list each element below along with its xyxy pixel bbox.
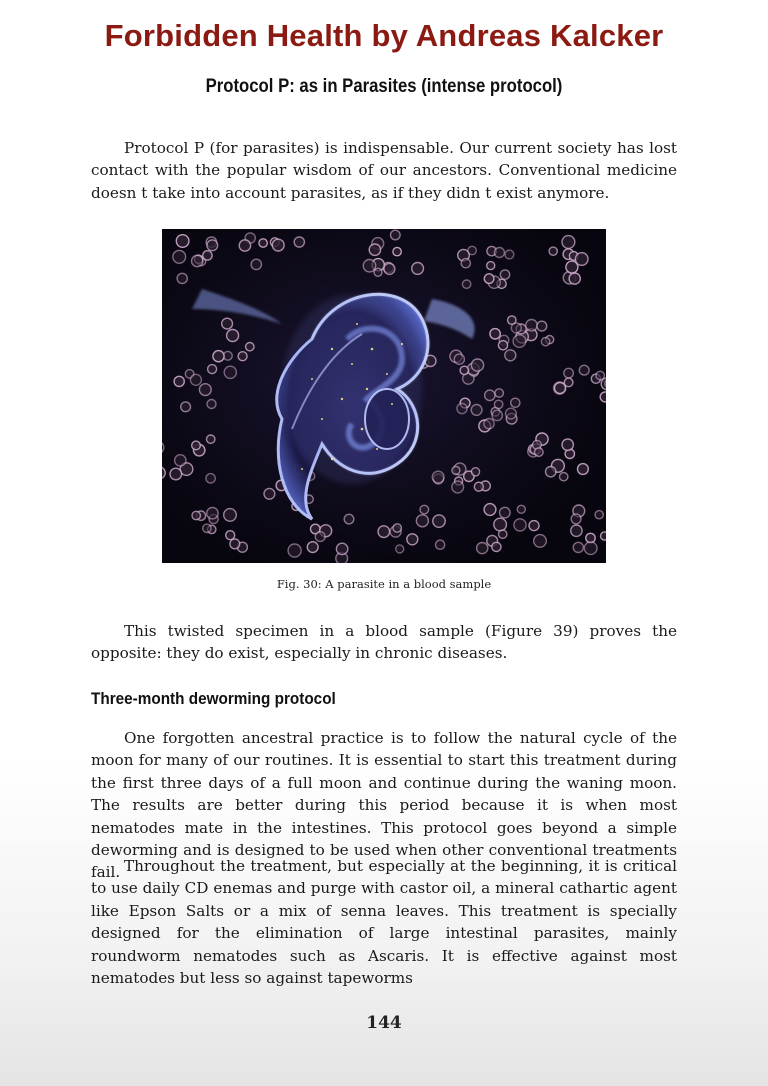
blood-cell: [315, 532, 325, 542]
blood-cell: [495, 389, 503, 397]
intro-paragraph: Protocol P (for parasites) is indispensable. Our current society has lost contact with the popular wisdom of our ancestors. Conventional medicine doesn t take into account parasites, as if they didn t exist anymore.: [91, 139, 677, 202]
blood-cell: [391, 230, 401, 240]
blood-cell: [294, 237, 304, 247]
blood-cell: [555, 383, 566, 394]
blood-cell: [203, 524, 211, 532]
blood-cell: [517, 505, 525, 513]
blood-cell: [494, 248, 504, 258]
blood-cell: [384, 263, 395, 274]
blood-cell: [571, 525, 582, 536]
blood-cell: [432, 471, 444, 483]
blood-cell: [566, 261, 578, 273]
blood-cell: [452, 466, 460, 474]
section-heading: Three-month deworming protocol: [91, 689, 336, 708]
book-title: Forbidden Health by Andreas Kalcker: [104, 18, 664, 53]
blood-cell: [416, 515, 428, 527]
blood-cell: [207, 435, 215, 443]
parasite-blood-sample-image: [162, 229, 606, 563]
blood-cell: [363, 260, 375, 272]
blood-cell: [393, 524, 401, 532]
blood-cell: [420, 505, 429, 514]
blood-cell: [541, 338, 549, 346]
blood-cell: [484, 504, 496, 516]
blood-cell: [494, 518, 507, 531]
blood-cell: [471, 359, 483, 371]
blood-cell: [170, 468, 182, 480]
blood-cell: [468, 246, 476, 254]
blood-cell: [454, 354, 464, 364]
blood-cell: [174, 376, 184, 386]
blood-cell: [177, 273, 187, 283]
blood-cell: [511, 323, 521, 333]
blood-cell: [487, 262, 495, 270]
blood-cell: [564, 368, 574, 378]
blood-cell: [230, 539, 240, 549]
blood-cell: [288, 544, 301, 557]
blood-cell: [307, 542, 318, 553]
blood-cell: [573, 542, 583, 552]
blood-cell: [596, 371, 604, 379]
blood-cell: [514, 519, 526, 531]
blood-cell: [192, 511, 200, 519]
blood-cell: [505, 350, 516, 361]
blood-cell: [272, 239, 284, 251]
blood-cell: [505, 250, 514, 259]
blood-cell: [173, 250, 186, 263]
blood-cell: [462, 280, 470, 288]
blood-cell: [412, 263, 424, 275]
after-figure-paragraph: This twisted specimen in a blood sample (Figure 39) proves the opposite: they do exist, especially in chronic diseases.: [91, 622, 677, 663]
blood-cell: [175, 455, 186, 466]
blood-cell: [506, 408, 517, 419]
blood-cell: [600, 392, 606, 402]
blood-cell: [226, 531, 235, 540]
blood-cell: [190, 374, 201, 385]
blood-cell: [546, 467, 556, 477]
page-number: 144: [366, 1013, 402, 1033]
blood-cell: [511, 398, 520, 407]
blood-cell: [176, 235, 189, 248]
blood-cell: [436, 540, 445, 549]
blood-cell: [264, 488, 275, 499]
blood-cell: [490, 329, 500, 339]
blood-cell: [560, 473, 568, 481]
blood-cell: [477, 543, 488, 554]
blood-cell: [484, 419, 494, 429]
blood-cell: [562, 439, 573, 450]
blood-cell: [206, 474, 215, 483]
chapter-title: Protocol P: as in Parasites (intense protocol): [205, 76, 563, 97]
blood-cell: [564, 378, 573, 387]
blood-cell: [500, 507, 511, 518]
blood-cell: [534, 535, 547, 548]
blood-cell: [222, 318, 233, 329]
blood-cell: [452, 481, 464, 493]
blood-cell: [460, 366, 468, 374]
blood-cell: [484, 274, 494, 284]
blood-cell: [549, 247, 557, 255]
blood-cell: [535, 448, 544, 457]
blood-cell: [500, 270, 509, 279]
blood-cell: [584, 542, 597, 555]
blood-cell: [601, 532, 607, 540]
blood-cell: [239, 240, 250, 251]
blood-cell: [181, 402, 191, 412]
blood-cell: [529, 521, 539, 531]
blood-cell: [492, 410, 502, 420]
blood-cell: [208, 365, 217, 374]
blood-cell: [579, 365, 589, 375]
blood-cell: [457, 403, 467, 413]
parasite-micrograph: [162, 229, 606, 563]
blood-cell: [492, 542, 501, 551]
blood-cell: [571, 514, 581, 524]
blood-cell: [213, 351, 224, 362]
figure-caption: Fig. 30: A parasite in a blood sample: [276, 577, 492, 591]
blood-cell: [494, 400, 502, 408]
blood-cell: [224, 366, 236, 378]
blood-cell: [498, 341, 507, 350]
blood-cell: [259, 239, 267, 247]
blood-cell: [246, 343, 254, 351]
blood-cell: [393, 247, 401, 255]
section-paragraph-2: Throughout the treatment, but especially at the beginning, it is critical to use daily CD enemas and purge with castor oil, a mineral cathartic agent like Epson Salts or a mix of senna leaves. This treatment is specially designed for the elimination of large intestinal parasites, mainly roundworm nematodes such as Ascaris. It is effective against most nematodes but less so against tapeworms: [91, 857, 677, 988]
blood-cell: [471, 468, 479, 476]
blood-cell: [192, 441, 201, 450]
blood-cell: [369, 244, 380, 255]
blood-cell: [227, 330, 239, 342]
blood-cell: [207, 400, 216, 409]
blood-cell: [396, 545, 404, 553]
blood-cell: [461, 259, 470, 268]
blood-cell: [562, 236, 575, 249]
blood-cell: [485, 390, 495, 400]
blood-cell: [595, 511, 603, 519]
blood-cell: [251, 259, 261, 269]
section-paragraph-1: One forgotten ancestral practice is to follow the natural cycle of the moon for many of our routines. It is essential to start this treatment during the first three days of a full moon and continue during the waning moon. The results are better during this period because it is when most nematodes mate in the intestines. This protocol goes beyond a simple deworming and is designed to be used when other conventional treatments fail.: [91, 729, 677, 882]
blood-cell: [203, 251, 212, 260]
blood-cell: [378, 526, 390, 538]
blood-cell: [526, 320, 537, 331]
blood-cell: [433, 515, 445, 527]
blood-cell: [407, 534, 418, 545]
blood-cell: [224, 509, 237, 522]
blood-cell: [578, 464, 589, 475]
blood-cell: [474, 482, 483, 491]
blood-cell: [537, 321, 547, 331]
blood-cell: [499, 530, 507, 538]
blood-cell: [192, 255, 203, 266]
blood-cell: [336, 543, 347, 554]
blood-cell: [471, 405, 482, 416]
blood-cell: [207, 508, 218, 519]
blood-cell: [344, 514, 354, 524]
blood-cell: [238, 352, 247, 361]
blood-cell: [207, 240, 218, 251]
blood-cell: [569, 273, 580, 284]
blood-cell: [199, 384, 211, 396]
blood-cell: [513, 335, 526, 348]
